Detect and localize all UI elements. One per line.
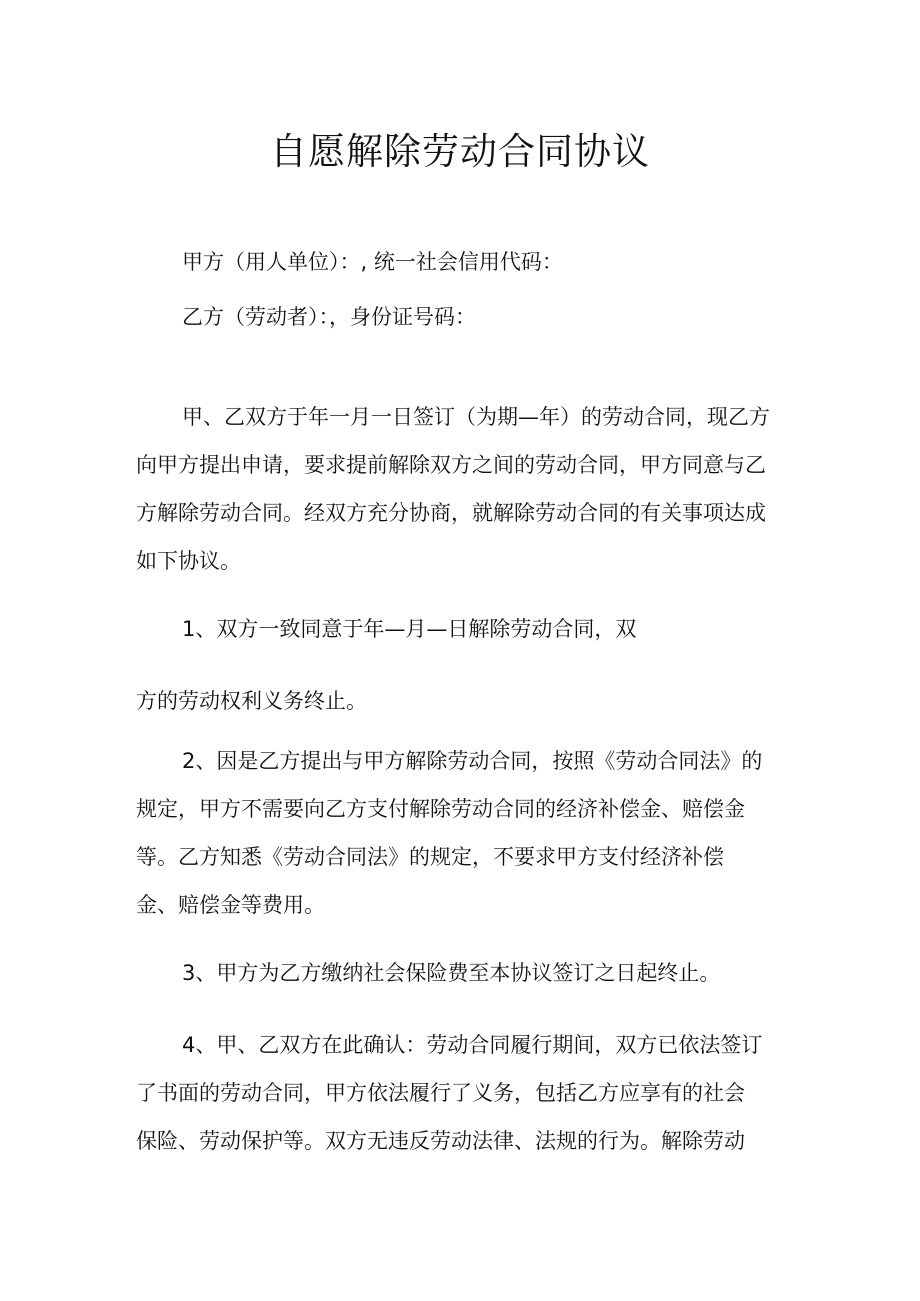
intro-line-3: 方解除劳动合同。经双方充分协商，就解除劳动合同的有关事项达成 [136, 501, 766, 525]
intro-line-1: 甲、乙双方于年一月一日签订（为期—年）的劳动合同，现乙方 [182, 405, 770, 429]
party-b-line: 乙方（劳动者）：，身份证号码： [182, 305, 476, 329]
clause-2-line-1: 2、因是乙方提出与甲方解除劳动合同，按照《劳动合同法》的 [182, 749, 763, 773]
clause-2-line-2: 规定，甲方不需要向乙方支付解除劳动合同的经济补偿金、赔偿金 [136, 797, 745, 821]
clause-3-line-1: 3、甲方为乙方缴纳社会保险费至本协议签订之日起终止。 [182, 961, 721, 985]
clause-4-line-2: 了书面的劳动合同，甲方依法履行了义务，包括乙方应享有的社会 [136, 1081, 745, 1105]
intro-line-4: 如下协议。 [136, 549, 241, 573]
intro-line-2: 向甲方提出申请，要求提前解除双方之间的劳动合同，甲方同意与乙 [136, 453, 766, 477]
clause-2-line-3: 等。乙方知悉《劳动合同法》的规定，不要求甲方支付经济补偿 [136, 845, 724, 869]
party-a-line: 甲方（用人单位）：, 统一社会信用代码： [182, 250, 563, 274]
clause-1-line-2: 方的劳动权利义务终止。 [136, 689, 367, 713]
clause-1-line-1: 1、双方一致同意于年—月—日解除劳动合同，双 [182, 617, 637, 641]
clause-4-line-1: 4、甲、乙双方在此确认：劳动合同履行期间，双方已依法签订 [182, 1033, 763, 1057]
document-title: 自愿解除劳动合同协议 [270, 130, 650, 173]
clause-2-line-4: 金、赔偿金等费用。 [136, 893, 325, 917]
clause-4-line-3: 保险、劳动保护等。双方无违反劳动法律、法规的行为。解除劳动 [136, 1129, 745, 1153]
